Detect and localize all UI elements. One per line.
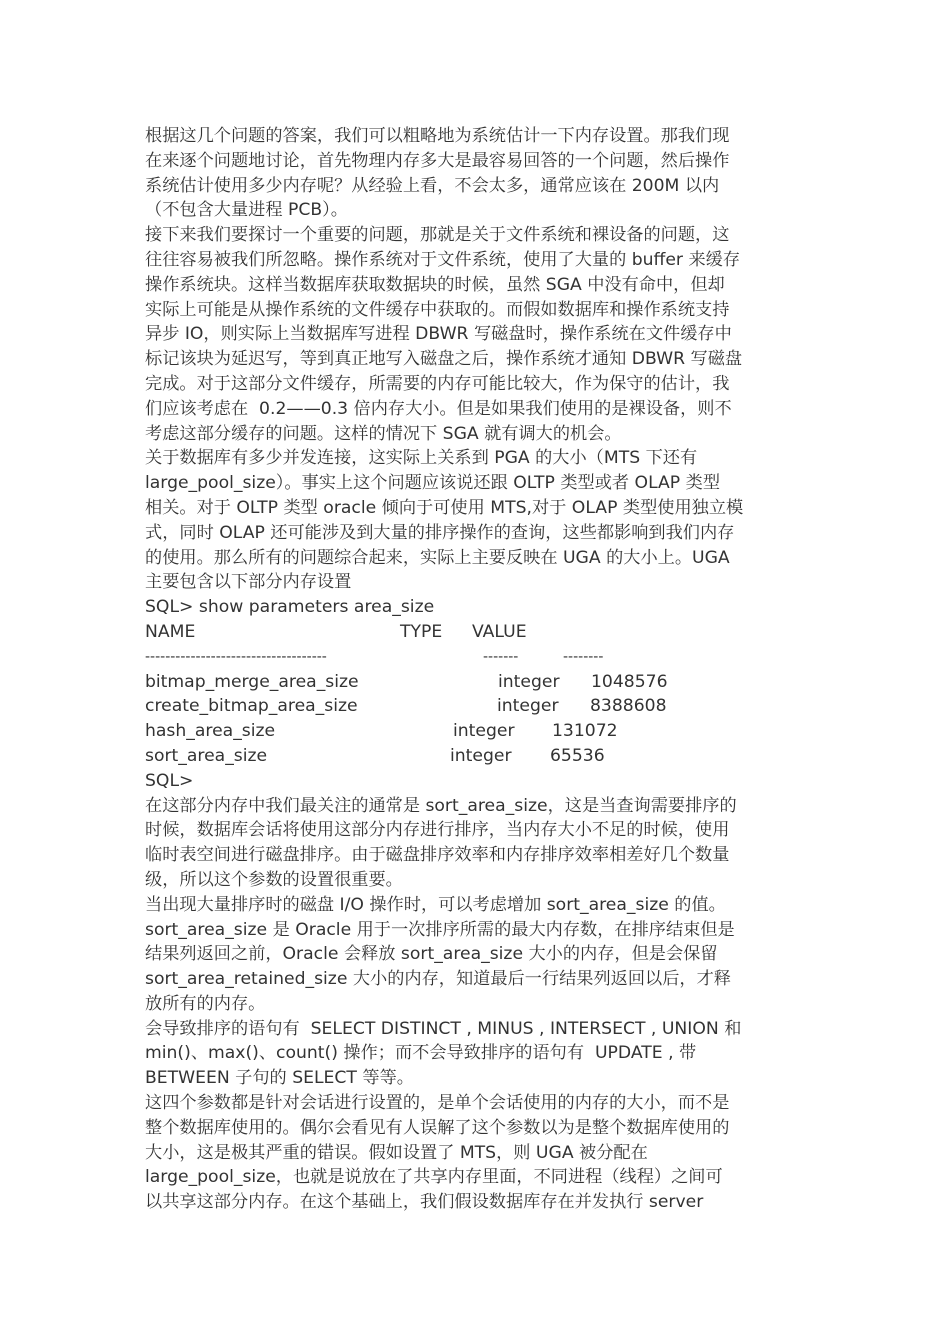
- text-line: min()、max()、count() 操作；而不会导致排序的语句有 UPDATE , 带: [145, 1043, 697, 1064]
- param-type: integer: [453, 721, 515, 742]
- text-line: 整个数据库使用的。偶尔会看见有人误解了这个参数以为是整个数据库使用的: [145, 1117, 730, 1138]
- document-page: [145, 124, 810, 1215]
- table-row: [145, 694, 810, 719]
- table-row: [145, 719, 810, 744]
- text-line: 时候，数据库会话将使用这部分内存进行排序，当内存大小不足的时候，使用: [145, 820, 730, 841]
- text-line: 们应该考虑在 0.2——0.3 倍内存大小。但是如果我们使用的是裸设备，则不: [145, 398, 732, 419]
- text-line: 临时表空间进行磁盘排序。由于磁盘排序效率和内存排序效率相差好几个数量: [145, 845, 730, 866]
- text-line: 异步 IO，则实际上当数据库写进程 DBWR 写磁盘时，操作系统在文件缓存中: [145, 324, 732, 345]
- paragraph-sorting-statements: [145, 1017, 810, 1091]
- text-line: 放所有的内存。: [145, 993, 266, 1014]
- text-line: 级，所以这个参数的设置很重要。: [145, 869, 403, 890]
- column-header-value: VALUE: [472, 621, 527, 642]
- sql-prompt: SQL>: [145, 770, 194, 791]
- text-line: 接下来我们要探讨一个重要的问题，那就是关于文件系统和裸设备的问题，这: [145, 225, 730, 246]
- column-header-name: NAME: [145, 621, 196, 642]
- text-line: 在这部分内存中我们最关注的通常是 sort_area_size，这是当查询需要排序的: [145, 795, 737, 816]
- separator-dashes: --------: [563, 648, 604, 665]
- param-type: integer: [497, 696, 559, 717]
- paragraph-sort-area-size: [145, 794, 810, 893]
- sql-command: SQL> show parameters area_size: [145, 597, 435, 618]
- paragraph-concurrent-connections: [145, 446, 810, 595]
- param-type: integer: [450, 745, 512, 766]
- text-line: 的使用。那么所有的问题综合起来，实际上主要反映在 UGA 的大小上。UGA: [145, 547, 730, 568]
- text-line: 这四个参数都是针对会话进行设置的，是单个会话使用的内存的大小，而不是: [145, 1093, 730, 1114]
- text-line: 关于数据库有多少并发连接，这实际上关系到 PGA 的大小（MTS 下还有: [145, 448, 698, 469]
- table-row: [145, 670, 810, 695]
- param-value: 131072: [552, 721, 618, 742]
- param-type: integer: [498, 671, 560, 692]
- text-line: 标记该块为延迟写，等到真正地写入磁盘之后，操作系统才通知 DBWR 写磁盘: [145, 349, 743, 370]
- separator-dashes: -------: [483, 648, 519, 665]
- text-line: 以共享这部分内存。在这个基础上，我们假设数据库存在并发执行 server: [145, 1192, 704, 1213]
- text-line: 会导致排序的语句有 SELECT DISTINCT , MINUS , INTERSECT , UNION 和: [145, 1018, 742, 1039]
- param-name: create_bitmap_area_size: [145, 696, 358, 717]
- text-line: 主要包含以下部分内存设置: [145, 572, 352, 593]
- text-line: 在来逐个问题地讨论，首先物理内存多大是最容易回答的一个问题，然后操作: [145, 150, 730, 171]
- param-name: sort_area_size: [145, 745, 268, 766]
- paragraph-disk-io-sort: [145, 893, 810, 1017]
- text-line: 实际上可能是从操作系统的文件缓存中获取的。而假如数据库和操作系统支持: [145, 299, 730, 320]
- text-line: 大小，这是极其严重的错误。假如设置了 MTS，则 UGA 被分配在: [145, 1142, 648, 1163]
- param-value: 1048576: [591, 671, 668, 692]
- text-line: large_pool_size）。事实上这个问题应该说还跟 OLTP 类型或者 OLAP 类型: [145, 473, 721, 494]
- separator-dashes: ------------------------------------: [145, 648, 327, 665]
- text-line: 当出现大量排序时的磁盘 I/O 操作时，可以考虑增加 sort_area_size 的值。: [145, 894, 726, 915]
- paragraph-filesystem-raw-device: [145, 223, 810, 446]
- paragraph-memory-estimate: [145, 124, 810, 223]
- text-line: BETWEEN 子句的 SELECT 等等。: [145, 1068, 414, 1089]
- sql-output-block: [145, 595, 810, 793]
- text-line: 根据这几个问题的答案，我们可以粗略地为系统估计一下内存设置。那我们现: [145, 126, 730, 146]
- text-line: 完成。对于这部分文件缓存，所需要的内存可能比较大，作为保守的估计，我: [145, 373, 730, 394]
- text-line: sort_area_size 是 Oracle 用于一次排序所需的最大内存数，在排序结束但是: [145, 919, 735, 940]
- param-name: hash_area_size: [145, 721, 276, 742]
- text-line: 考虑这部分缓存的问题。这样的情况下 SGA 就有调大的机会。: [145, 423, 622, 444]
- text-line: 操作系统块。这样当数据库获取数据块的时候，虽然 SGA 中没有命中，但却: [145, 274, 725, 295]
- table-row: [145, 744, 810, 769]
- text-line: 结果列返回之前，Oracle 会释放 sort_area_size 大小的内存，但是会保留: [145, 944, 718, 965]
- table-separator-row: [145, 645, 810, 670]
- text-line: large_pool_size，也就是说放在了共享内存里面，不同进程（线程）之间可: [145, 1167, 723, 1188]
- text-line: 往往容易被我们所忽略。操作系统对于文件系统，使用了大量的 buffer 来缓存: [145, 249, 741, 270]
- param-value: 65536: [550, 745, 605, 766]
- text-line: 相关。对于 OLTP 类型 oracle 倾向于可使用 MTS,对于 OLAP 类型使用独立模: [145, 497, 744, 518]
- text-line: （不包含大量进程 PCB）。: [145, 200, 348, 221]
- param-value: 8388608: [590, 696, 667, 717]
- text-line: 式，同时 OLAP 还可能涉及到大量的排序操作的查询，这些都影响到我们内存: [145, 522, 735, 543]
- column-header-type: TYPE: [400, 621, 443, 642]
- text-line: sort_area_retained_size 大小的内存，知道最后一行结果列返回以后，才释: [145, 969, 731, 990]
- paragraph-session-parameters: [145, 1091, 810, 1215]
- table-header-row: [145, 620, 810, 645]
- param-name: bitmap_merge_area_size: [145, 671, 359, 692]
- text-line: 系统估计使用多少内存呢？从经验上看，不会太多，通常应该在 200M 以内: [145, 175, 720, 196]
